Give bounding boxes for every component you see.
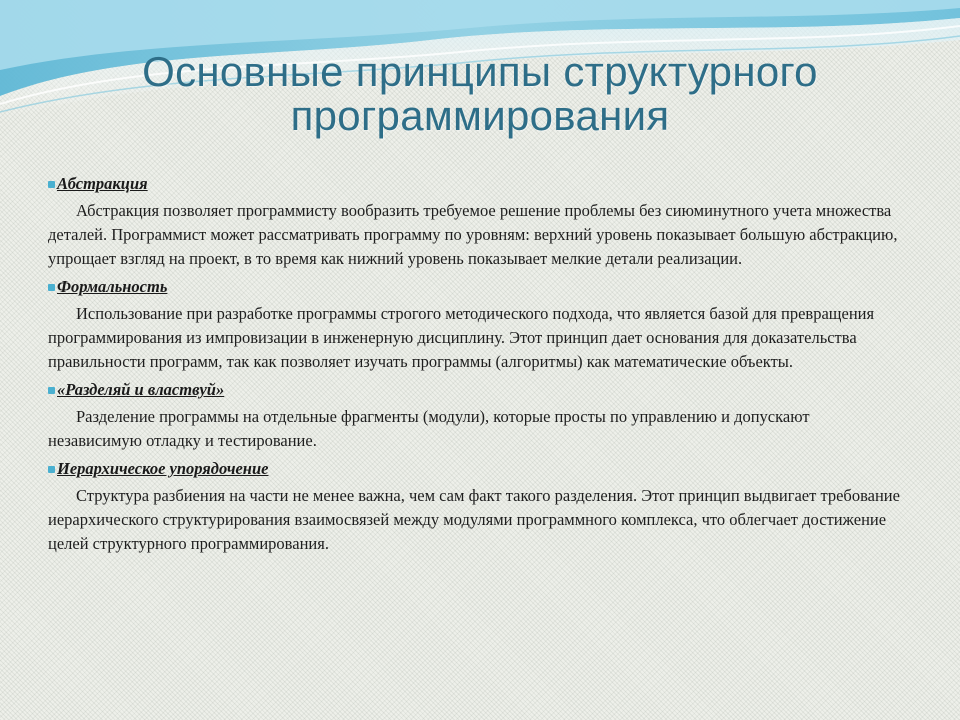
- section-paragraph-hierarchical-ordering: Структура разбиения на части не менее важна, чем сам факт такого разделения. Этот принцип выдвигает требование иерархического структурирования взаимосвязей между модулями программного комплекса, что облегчает достижение целей структурного программирования.: [48, 486, 900, 553]
- section-heading-text: «Разделяй и властвуй»: [57, 380, 225, 399]
- slide-title-line2: программирования: [290, 92, 670, 139]
- square-bullet-icon: [48, 181, 55, 188]
- square-bullet-icon: [48, 284, 55, 291]
- section-paragraph-divide-and-conquer: Разделение программы на отдельные фрагменты (модули), которые просты по управлению и допускают независимую отладку и тестирование.: [48, 407, 810, 450]
- section-heading-text: Формальность: [57, 277, 168, 296]
- section-heading-text: Абстракция: [57, 174, 148, 193]
- slide-title: [0, 50, 960, 138]
- section-paragraph-formality: Использование при разработке программы строгого методического подхода, что является базой для превращения программирования из импровизации в инженерную дисциплину. Этот принцип дает основания для доказательства правильности программ, так как позволяет изучать программы (алгоритмы) как математические объекты.: [48, 304, 875, 371]
- section-heading-hierarchical-ordering: [48, 457, 900, 481]
- slide-title-line1: Основные принципы структурного: [142, 48, 818, 95]
- section-paragraph-abstraction: Абстракция позволяет программисту вообразить требуемое решение проблемы без сиюминутного учета множества деталей. Программист может рассматривать программу по уровням: верхний уровень показывает большую абстракцию, упрощает взгляд на проект, в то время как нижний уровень показывает мелкие детали реализации.: [48, 201, 898, 268]
- square-bullet-icon: [48, 466, 55, 473]
- section-heading-text: Иерархическое упорядочение: [57, 459, 269, 478]
- slide-body: [48, 170, 900, 560]
- section-heading-formality: [48, 275, 900, 299]
- section-heading-abstraction: [48, 172, 900, 196]
- square-bullet-icon: [48, 387, 55, 394]
- section-heading-divide-and-conquer: [48, 378, 900, 402]
